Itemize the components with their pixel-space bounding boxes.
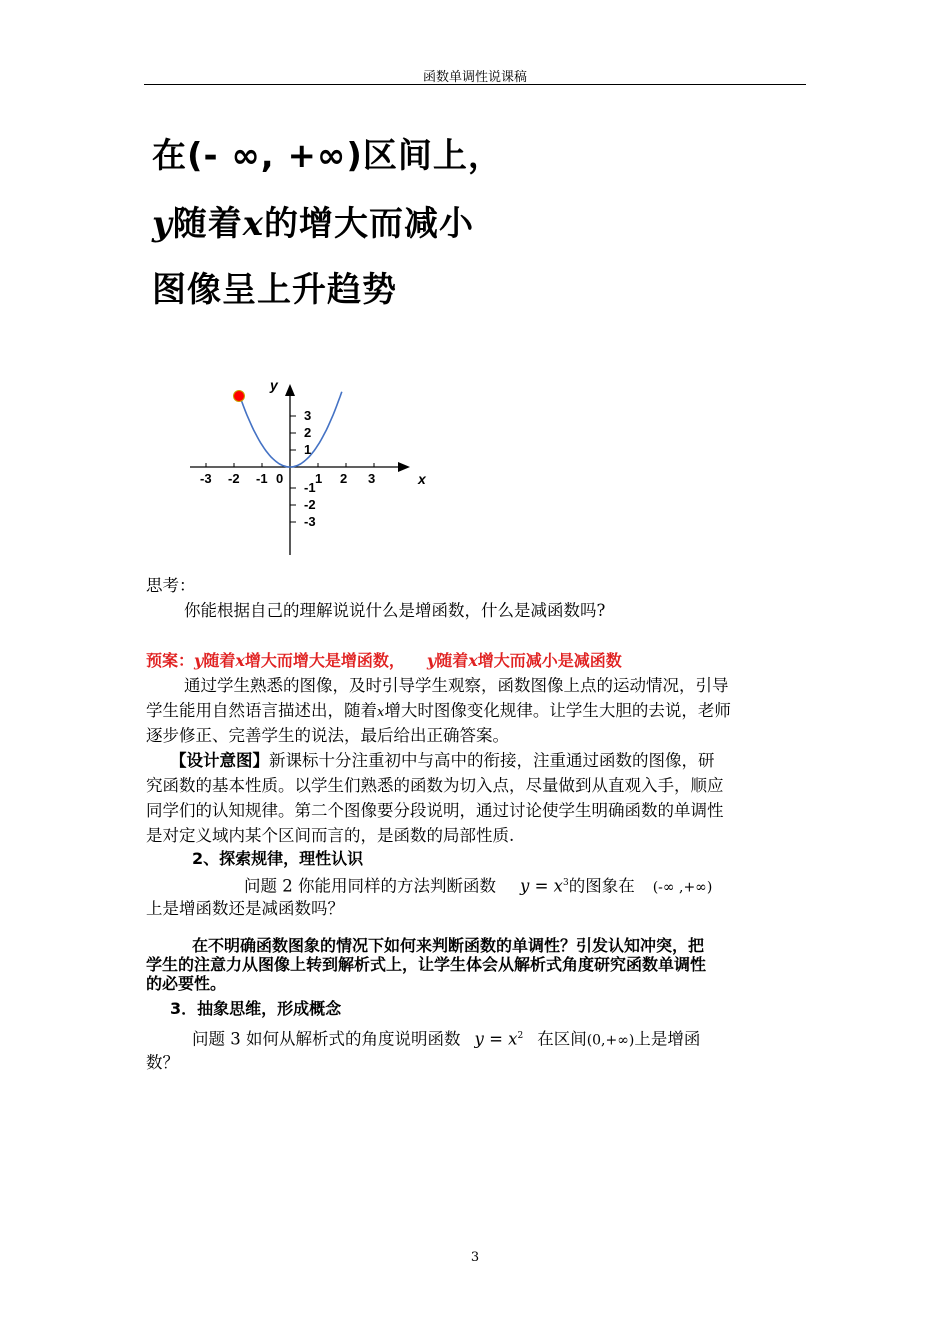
page-number: 3 (470, 1250, 480, 1265)
y-tick-label: 3 (304, 408, 312, 423)
design-line4: 是对定义域内某个区间而言的，是函数的局部性质. (146, 826, 515, 845)
think-question: 你能根据自己的理解说说什么是增函数，什么是减函数吗? (184, 601, 606, 620)
x-tick-label: 3 (368, 471, 376, 486)
x-tick-label: 2 (340, 471, 348, 486)
question-2-line1: 问题 2 你能用同样的方法判断函数 $y = x^3$的图象在 (-∞ ,+∞) (244, 876, 713, 896)
emphasis-line3: 的必要性。 (146, 974, 227, 993)
para1-line1: 通过学生熟悉的图像，及时引导学生观察，函数图像上点的运动情况，引导 (184, 676, 729, 695)
slide-var-y: y (152, 204, 173, 244)
parabola-graph (180, 372, 440, 562)
think-label: 思考： (146, 576, 196, 595)
x-tick-label: 0 (276, 471, 284, 486)
y-tick-label: 1 (304, 442, 312, 457)
x-axis-arrow (398, 462, 410, 472)
design-label: 【设计意图】 (170, 751, 269, 770)
section-2-heading: 2、探索规律，理性认识 (192, 849, 364, 868)
question-3-line2: 数？ (146, 1053, 179, 1072)
x-tick-label: -3 (200, 471, 212, 486)
header-title: 函数单调性说课稿 (422, 70, 527, 85)
design-line3: 同学们的认知规律。第二个图像要分段说明，通过讨论使学生明确函数的单调性 (146, 801, 724, 820)
q2-formula: y = x (520, 876, 563, 896)
design-line2: 究函数的基本性质。以学生们熟悉的函数为切入点，尽量做到从直观入手，顺应 (146, 776, 724, 795)
emphasis-line1: 在不明确函数图象的情况下如何来判断函数的单调性？引发认知冲突，把 (192, 936, 705, 955)
y-axis-label: y (270, 377, 278, 393)
x-axis-label: x (418, 471, 426, 487)
y-axis-arrow (285, 384, 295, 396)
y-tick-label: -1 (304, 480, 316, 495)
q3-formula: y = x (474, 1029, 518, 1049)
design-line1: 【设计意图】新课标十分注重初中与高中的衔接，注重通过函数的图像，研 (170, 751, 715, 770)
question-2-line2: 上是增函数还是减函数吗？ (146, 899, 344, 918)
y-tick-label: 2 (304, 425, 312, 440)
para1-line2: 学生能用自然语言描述出，随着x增大时图像变化规律。让学生大胆的去说，老师 (146, 701, 731, 720)
para1-line3: 逐步修正、完善学生的说法，最后给出正确答案。 (146, 726, 509, 745)
emphasis-line2: 学生的注意力从图像上转到解析式上，让学生体会从解析式角度研究函数单调性 (146, 955, 707, 974)
x-tick-label: -1 (256, 471, 268, 486)
y-tick-label: -2 (304, 497, 316, 512)
slide-line-3: 图像呈上升趋势 (152, 270, 397, 310)
section-3-heading: 3．抽象思维，形成概念 (170, 999, 342, 1018)
x-tick-label: -2 (228, 471, 240, 486)
moving-point-dot (234, 391, 245, 402)
y-tick-label: -3 (304, 514, 316, 529)
x-tick-label: 1 (315, 471, 323, 486)
slide-line-1: 在(- ∞, +∞)区间上， (152, 136, 503, 176)
slide-var-x: x (242, 204, 265, 244)
question-3-line1: 问题 3 如何从解析式的角度说明函数 $y = x^2$ 在区间(0,+∞)上是增函 (192, 1029, 701, 1049)
slide-line-2: y随着x的增大而减小 (152, 204, 475, 244)
header-rule (144, 84, 806, 85)
answer-line: 预案：y随着x增大而增大是增函数， y随着x增大而减小是减函数 (146, 651, 622, 670)
graph-axes (190, 384, 410, 555)
